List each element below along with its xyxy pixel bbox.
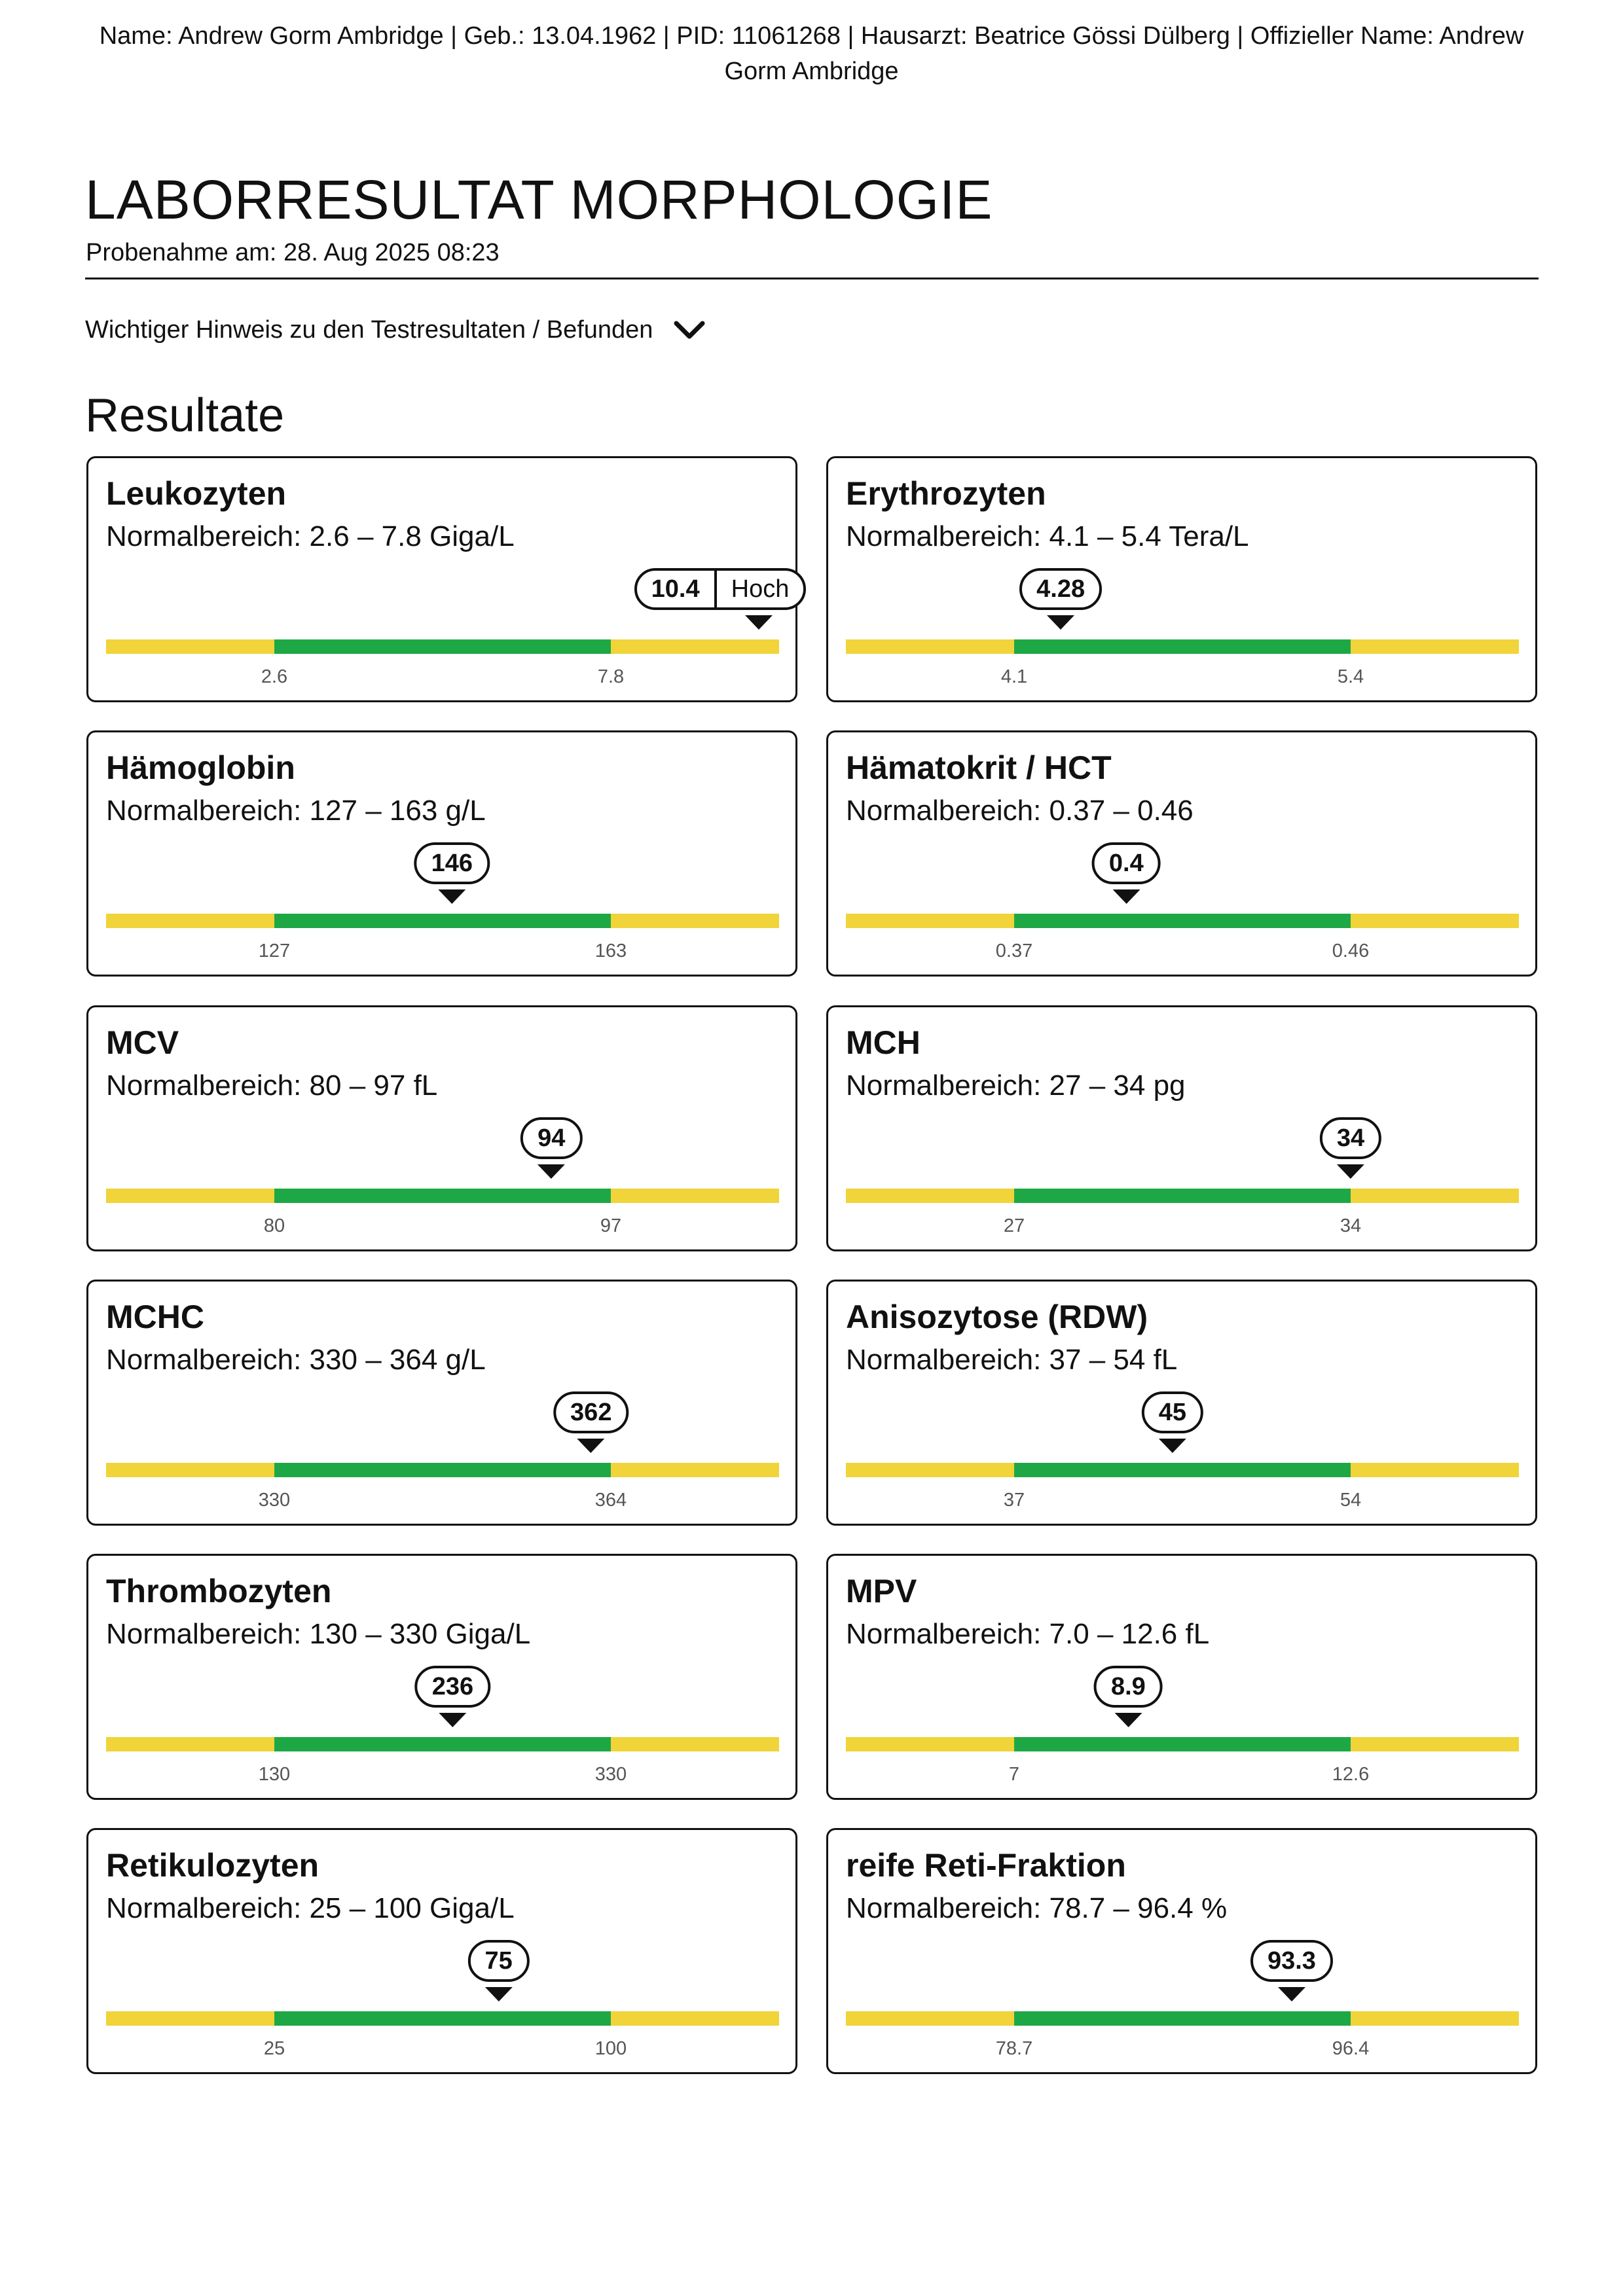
result-normal-range: Normalbereich: 130 – 330 Giga/L xyxy=(106,1618,531,1650)
range-low-tick: 37 xyxy=(1003,1490,1025,1511)
range-high-tick: 12.6 xyxy=(1332,1764,1370,1785)
range-high-tick: 96.4 xyxy=(1332,2038,1370,2059)
range-low-tick: 330 xyxy=(258,1490,291,1511)
result-normal-range: Normalbereich: 2.6 – 7.8 Giga/L xyxy=(106,520,515,552)
value-bubble xyxy=(1092,842,1161,884)
result-normal-range: Normalbereich: 25 – 100 Giga/L xyxy=(106,1892,515,1924)
value-marker xyxy=(1092,842,1161,904)
range-low-tick: 25 xyxy=(263,2038,285,2059)
value-bubble xyxy=(1250,1940,1333,1982)
result-name: Leukozyten xyxy=(106,475,287,512)
range-high-tick: 5.4 xyxy=(1337,666,1364,687)
marker-pointer-icon xyxy=(438,889,465,904)
value-bubble xyxy=(415,1666,490,1708)
range-bar-normal-segment xyxy=(1014,2011,1351,2026)
range-bar-normal-segment xyxy=(1014,639,1351,654)
marker-pointer-icon xyxy=(1159,1439,1186,1453)
range-low-tick: 4.1 xyxy=(1000,666,1028,687)
result-value: 146 xyxy=(431,849,473,877)
result-card xyxy=(86,1828,797,2074)
result-normal-range: Normalbereich: 27 – 34 pg xyxy=(846,1069,1186,1102)
marker-pointer-icon xyxy=(1337,1164,1364,1179)
value-bubble xyxy=(553,1391,629,1433)
range-bar xyxy=(846,1189,1519,1203)
marker-pointer-icon xyxy=(485,1987,513,2001)
range-high-tick: 364 xyxy=(594,1490,627,1511)
range-low-tick: 80 xyxy=(263,1215,285,1236)
result-value: 0.4 xyxy=(1108,849,1144,877)
value-bubble xyxy=(468,1940,530,1982)
range-low-tick: 127 xyxy=(258,941,291,961)
range-bar xyxy=(846,1737,1519,1751)
value-marker xyxy=(1250,1940,1333,2001)
marker-pointer-icon xyxy=(577,1439,605,1453)
result-card xyxy=(826,730,1537,977)
results-section-title: Resultate xyxy=(85,389,285,442)
result-name: MPV xyxy=(846,1573,917,1609)
range-bar-normal-segment xyxy=(1014,914,1351,928)
value-marker xyxy=(520,1117,582,1179)
result-value: 362 xyxy=(570,1398,612,1426)
result-normal-range: Normalbereich: 330 – 364 g/L xyxy=(106,1344,486,1376)
result-value: 10.4 xyxy=(651,575,700,603)
range-high-tick: 330 xyxy=(594,1764,627,1785)
result-normal-range: Normalbereich: 0.37 – 0.46 xyxy=(846,795,1194,827)
result-value: 94 xyxy=(538,1124,566,1152)
result-card xyxy=(826,1554,1537,1800)
marker-pointer-icon xyxy=(1047,615,1074,630)
marker-pointer-icon xyxy=(1114,1713,1142,1727)
result-name: reife Reti-Fraktion xyxy=(846,1847,1126,1884)
value-bubble xyxy=(1142,1391,1203,1433)
marker-pointer-icon xyxy=(1278,1987,1305,2001)
range-bar-normal-segment xyxy=(274,1189,611,1203)
result-card xyxy=(826,1005,1537,1251)
result-name: Thrombozyten xyxy=(106,1573,332,1609)
range-bar xyxy=(106,1463,779,1477)
result-name: Anisozytose (RDW) xyxy=(846,1299,1148,1335)
result-normal-range: Normalbereich: 127 – 163 g/L xyxy=(106,795,486,827)
value-marker xyxy=(1142,1391,1203,1453)
result-value: 4.28 xyxy=(1036,575,1085,603)
result-card xyxy=(86,730,797,977)
range-low-tick: 27 xyxy=(1003,1215,1025,1236)
marker-pointer-icon xyxy=(745,615,773,630)
range-bar xyxy=(846,1463,1519,1477)
value-marker xyxy=(1019,568,1102,630)
range-bar xyxy=(106,639,779,654)
result-name: MCV xyxy=(106,1024,179,1061)
value-marker xyxy=(414,842,490,904)
range-bar xyxy=(106,2011,779,2026)
range-bar xyxy=(106,914,779,928)
range-high-tick: 7.8 xyxy=(597,666,625,687)
result-normal-range: Normalbereich: 4.1 – 5.4 Tera/L xyxy=(846,520,1249,552)
result-card xyxy=(86,1005,797,1251)
range-bar-normal-segment xyxy=(274,1737,611,1751)
value-bubble xyxy=(1019,568,1102,610)
range-low-tick: 7 xyxy=(1008,1764,1020,1785)
range-bar-normal-segment xyxy=(1014,1189,1351,1203)
result-name: Hämoglobin xyxy=(106,749,295,786)
marker-pointer-icon xyxy=(439,1713,466,1727)
result-value: 236 xyxy=(431,1672,474,1700)
value-marker xyxy=(415,1666,490,1727)
result-value: 93.3 xyxy=(1267,1946,1316,1975)
result-value: 45 xyxy=(1158,1398,1187,1426)
range-bar xyxy=(846,914,1519,928)
value-bubble xyxy=(1094,1666,1163,1708)
result-card xyxy=(826,1828,1537,2074)
marker-pointer-icon xyxy=(538,1164,565,1179)
range-low-tick: 0.37 xyxy=(995,941,1033,961)
range-bar-normal-segment xyxy=(274,2011,611,2026)
range-low-tick: 2.6 xyxy=(261,666,288,687)
range-bar xyxy=(846,639,1519,654)
range-bar-normal-segment xyxy=(274,914,611,928)
range-high-tick: 0.46 xyxy=(1332,941,1370,961)
page-title: LABORRESULTAT MORPHOLOGIE xyxy=(85,169,993,230)
value-marker xyxy=(553,1391,629,1453)
result-card xyxy=(86,1554,797,1800)
range-bar xyxy=(846,2011,1519,2026)
range-bar xyxy=(106,1189,779,1203)
value-marker xyxy=(634,568,807,630)
range-bar-normal-segment xyxy=(1014,1737,1351,1751)
range-high-tick: 54 xyxy=(1340,1490,1362,1511)
range-bar-normal-segment xyxy=(274,1463,611,1477)
result-name: Retikulozyten xyxy=(106,1847,319,1884)
result-value: 8.9 xyxy=(1110,1672,1146,1700)
result-name: MCH xyxy=(846,1024,921,1061)
sample-date: Probenahme am: 28. Aug 2025 08:23 xyxy=(86,239,500,266)
result-normal-range: Normalbereich: 78.7 – 96.4 % xyxy=(846,1892,1228,1924)
patient-header: Name: Andrew Gorm Ambridge | Geb.: 13.04.1962 | PID: 11061268 | Hausarzt: Beatrice Gössi Dülberg | Offizieller Name: Andrew Gorm Ambridge xyxy=(99,22,1524,85)
important-notice-label: Wichtiger Hinweis zu den Testresultaten / Befunden xyxy=(85,315,653,344)
marker-pointer-icon xyxy=(1112,889,1140,904)
result-name: Erythrozyten xyxy=(846,475,1046,512)
value-bubble xyxy=(520,1117,582,1159)
result-flag: Hoch xyxy=(714,571,804,607)
result-normal-range: Normalbereich: 37 – 54 fL xyxy=(846,1344,1178,1376)
result-normal-range: Normalbereich: 7.0 – 12.6 fL xyxy=(846,1618,1210,1650)
range-low-tick: 78.7 xyxy=(995,2038,1033,2059)
range-high-tick: 34 xyxy=(1340,1215,1362,1236)
value-bubble xyxy=(414,842,490,884)
value-bubble xyxy=(1320,1117,1381,1159)
range-bar xyxy=(106,1737,779,1751)
range-high-tick: 100 xyxy=(594,2038,627,2059)
range-bar-normal-segment xyxy=(274,639,611,654)
result-card xyxy=(826,1280,1537,1526)
value-marker xyxy=(1320,1117,1381,1179)
result-card xyxy=(826,456,1537,702)
range-bar-normal-segment xyxy=(1014,1463,1351,1477)
result-card xyxy=(86,1280,797,1526)
value-bubble xyxy=(634,568,807,610)
value-marker xyxy=(468,1940,530,2001)
result-name: MCHC xyxy=(106,1299,204,1335)
result-name: Hämatokrit / HCT xyxy=(846,749,1112,786)
result-card xyxy=(86,456,797,702)
result-value: 75 xyxy=(484,1946,513,1975)
range-low-tick: 130 xyxy=(258,1764,291,1785)
range-high-tick: 97 xyxy=(600,1215,622,1236)
range-high-tick: 163 xyxy=(594,941,627,961)
result-value: 34 xyxy=(1336,1124,1365,1152)
result-normal-range: Normalbereich: 80 – 97 fL xyxy=(106,1069,438,1102)
value-marker xyxy=(1094,1666,1163,1727)
